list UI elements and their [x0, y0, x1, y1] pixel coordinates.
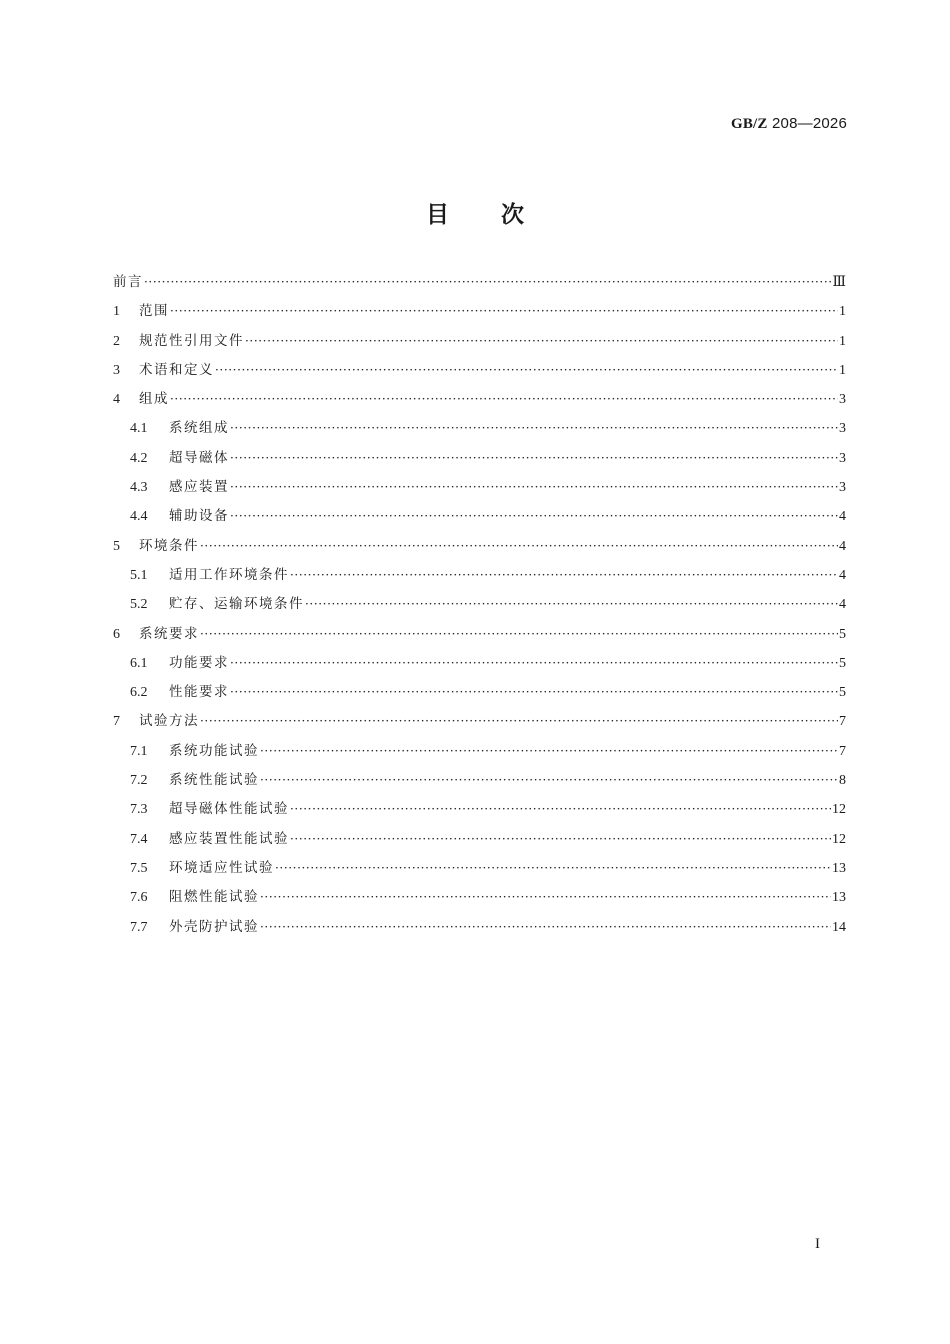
toc-dot-leader: [200, 532, 838, 561]
toc-entry-label: 系统性能试验: [169, 772, 259, 789]
toc-entry-number: 6.2: [130, 685, 148, 701]
toc-entry-number: 6: [113, 626, 120, 642]
toc-entry-label: 超导磁体性能试验: [169, 801, 289, 818]
toc-entry-label: 组成: [139, 391, 169, 408]
toc-entry-page: 1: [839, 333, 846, 349]
toc-entry[interactable]: [113, 737, 846, 766]
toc-entry-page: 1: [839, 304, 846, 320]
toc-dot-leader: [290, 825, 831, 854]
toc-entry[interactable]: [113, 561, 846, 590]
toc-entry-label: 功能要求: [169, 654, 229, 671]
toc-entry[interactable]: [113, 532, 846, 561]
toc-entry-number: 4.4: [130, 509, 148, 525]
toc-entry-number: 7.3: [130, 802, 148, 818]
table-of-contents: [113, 268, 846, 942]
toc-entry[interactable]: [113, 678, 846, 707]
toc-entry-number: 7.6: [130, 890, 148, 906]
toc-entry-label: 系统功能试验: [169, 742, 259, 759]
toc-dot-leader: [290, 561, 838, 590]
toc-entry[interactable]: [113, 707, 846, 736]
toc-entry[interactable]: [113, 473, 846, 502]
toc-entry-number: 5.1: [130, 567, 148, 583]
toc-entry-page: Ⅲ: [832, 275, 846, 290]
toc-entry-label: 贮存、运输环境条件: [169, 596, 304, 613]
toc-dot-leader: [170, 385, 838, 414]
toc-entry[interactable]: [113, 854, 846, 883]
toc-entry-page: 5: [839, 626, 846, 642]
standard-code: [731, 114, 847, 133]
toc-entry[interactable]: [113, 444, 846, 473]
toc-entry-label: 适用工作环境条件: [169, 566, 289, 583]
toc-entry-label: 术语和定义: [139, 361, 214, 378]
toc-entry-page: 7: [839, 743, 846, 759]
standard-number: 208—2026: [767, 115, 847, 132]
toc-entry[interactable]: [113, 883, 846, 912]
toc-entry-page: 12: [832, 831, 846, 847]
toc-entry-page: 14: [832, 919, 846, 935]
standard-prefix: GB/Z: [730, 116, 768, 132]
toc-dot-leader: [260, 737, 838, 766]
toc-entry-number: 4.1: [130, 421, 148, 437]
toc-entry-page: 8: [839, 773, 846, 789]
toc-entry-label: 感应装置: [169, 479, 229, 496]
toc-entry-number: 5.2: [130, 597, 148, 613]
toc-entry-number: 6.1: [130, 655, 148, 671]
toc-entry-label: 系统组成: [169, 420, 229, 437]
toc-entry-page: 13: [832, 890, 846, 906]
toc-entry[interactable]: [113, 620, 846, 649]
toc-dot-leader: [144, 268, 831, 297]
toc-entry-label: 环境适应性试验: [169, 859, 274, 876]
toc-entry[interactable]: [113, 590, 846, 619]
toc-dot-leader: [245, 327, 838, 356]
toc-dot-leader: [275, 854, 831, 883]
toc-entry-label: 感应装置性能试验: [169, 830, 289, 847]
toc-entry[interactable]: [113, 502, 846, 531]
toc-entry-label: 前言: [113, 274, 143, 290]
toc-entry-page: 3: [839, 392, 846, 408]
toc-entry[interactable]: [113, 795, 846, 824]
toc-entry-number: 7.5: [130, 860, 148, 876]
toc-dot-leader: [260, 913, 831, 942]
toc-entry-label: 性能要求: [169, 684, 229, 701]
toc-entry-page: 5: [839, 685, 846, 701]
toc-dot-leader: [305, 590, 838, 619]
toc-entry-page: 4: [839, 597, 846, 613]
toc-dot-leader: [200, 707, 838, 736]
toc-dot-leader: [260, 766, 838, 795]
toc-dot-leader: [200, 620, 838, 649]
toc-entry-number: 4.2: [130, 450, 148, 466]
toc-entry-page: 7: [839, 714, 846, 730]
toc-entry-page: 1: [839, 362, 846, 378]
toc-entry-number: 3: [113, 362, 120, 378]
toc-entry[interactable]: [113, 913, 846, 942]
toc-entry-page: 4: [839, 538, 846, 554]
toc-entry-number: 4.3: [130, 480, 148, 496]
toc-entry-number: 1: [113, 304, 120, 320]
toc-entry-page: 3: [839, 480, 846, 496]
toc-entry[interactable]: [113, 268, 846, 297]
toc-entry-label: 环境条件: [139, 537, 199, 554]
toc-entry-page: 13: [832, 860, 846, 876]
page-title: 目次: [426, 202, 576, 228]
toc-entry-page: 3: [839, 421, 846, 437]
toc-dot-leader: [230, 473, 838, 502]
toc-entry[interactable]: [113, 356, 846, 385]
page-number: I: [815, 1236, 820, 1252]
toc-entry-page: 3: [839, 450, 846, 466]
toc-entry-number: 7.1: [130, 743, 148, 759]
toc-dot-leader: [260, 883, 831, 912]
toc-entry-label: 阻燃性能试验: [169, 889, 259, 906]
toc-entry-number: 4: [113, 392, 120, 408]
toc-entry-number: 2: [113, 333, 120, 349]
toc-entry-label: 范围: [139, 303, 169, 320]
toc-entry-page: 12: [832, 802, 846, 818]
toc-entry-number: 7: [113, 714, 120, 730]
toc-entry-page: 4: [839, 567, 846, 583]
toc-entry[interactable]: [113, 766, 846, 795]
toc-entry-label: 系统要求: [139, 625, 199, 642]
toc-dot-leader: [290, 795, 831, 824]
toc-dot-leader: [230, 444, 838, 473]
toc-entry-label: 试验方法: [139, 713, 199, 730]
toc-entry-page: 5: [839, 655, 846, 671]
toc-entry[interactable]: [113, 414, 846, 443]
toc-entry-label: 规范性引用文件: [139, 332, 244, 349]
toc-entry[interactable]: [113, 825, 846, 854]
toc-dot-leader: [230, 414, 838, 443]
toc-entry[interactable]: [113, 327, 846, 356]
toc-entry-number: 7.4: [130, 831, 148, 847]
toc-entry-label: 超导磁体: [169, 449, 229, 466]
toc-entry-label: 辅助设备: [169, 508, 229, 525]
toc-dot-leader: [230, 678, 838, 707]
toc-entry-number: 5: [113, 538, 120, 554]
toc-entry-page: 4: [839, 509, 846, 525]
toc-entry[interactable]: [113, 385, 846, 414]
toc-dot-leader: [230, 502, 838, 531]
toc-entry[interactable]: [113, 297, 846, 326]
toc-dot-leader: [230, 649, 838, 678]
toc-dot-leader: [170, 297, 838, 326]
toc-entry-number: 7.2: [130, 773, 148, 789]
toc-dot-leader: [215, 356, 838, 385]
toc-entry-number: 7.7: [130, 919, 148, 935]
toc-entry-label: 外壳防护试验: [169, 918, 259, 935]
toc-entry[interactable]: [113, 649, 846, 678]
